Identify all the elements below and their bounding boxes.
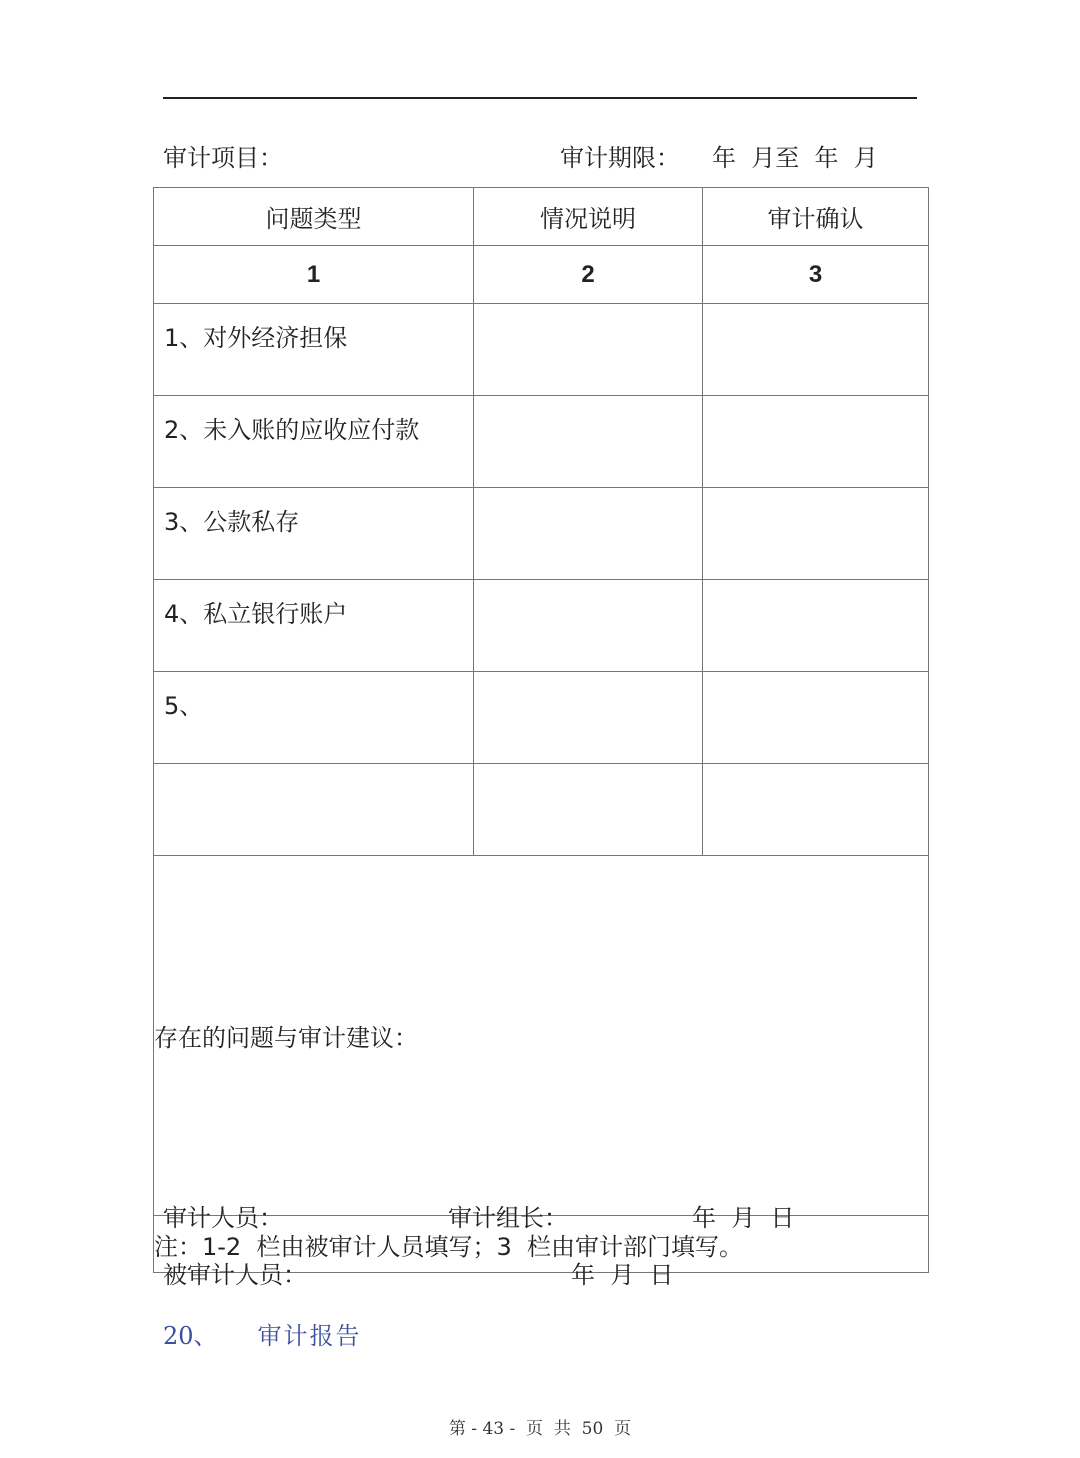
table-row bbox=[154, 580, 929, 672]
row-description-cell[interactable] bbox=[474, 396, 703, 488]
table-row bbox=[154, 304, 929, 396]
column-number-3: 3 bbox=[703, 246, 929, 304]
table-row bbox=[154, 764, 929, 856]
table-header-row bbox=[154, 188, 929, 246]
column-header-confirmation: 审计确认 bbox=[703, 188, 929, 246]
row-type-label[interactable] bbox=[154, 764, 474, 856]
audit-item-label: 审计项目： bbox=[163, 144, 283, 172]
header-rule bbox=[163, 97, 917, 99]
row-type-label: 1、对外经济担保 bbox=[154, 304, 474, 396]
row-confirmation-cell[interactable] bbox=[703, 488, 929, 580]
audit-period-value: 年 月至 年 月 bbox=[712, 144, 878, 172]
table-note: 注：1-2 栏由被审计人员填写；3 栏由审计部门填写。 bbox=[154, 1216, 929, 1273]
audit-period-label: 审计期限： bbox=[560, 144, 680, 172]
row-confirmation-cell[interactable] bbox=[703, 672, 929, 764]
column-header-description: 情况说明 bbox=[474, 188, 703, 246]
table-row bbox=[154, 488, 929, 580]
issues-row bbox=[154, 856, 929, 1216]
signature-date: 年 月 日 bbox=[692, 1204, 795, 1232]
auditee-date: 年 月 日 bbox=[571, 1261, 674, 1289]
section-heading bbox=[163, 1316, 362, 1351]
table-row bbox=[154, 672, 929, 764]
row-type-label: 5、 bbox=[154, 672, 474, 764]
row-type-label: 4、私立银行账户 bbox=[154, 580, 474, 672]
team-leader-label: 审计组长： bbox=[448, 1204, 568, 1232]
table-row bbox=[154, 396, 929, 488]
column-number-2: 2 bbox=[474, 246, 703, 304]
row-confirmation-cell[interactable] bbox=[703, 764, 929, 856]
row-confirmation-cell[interactable] bbox=[703, 304, 929, 396]
section-title: 审计报告 bbox=[257, 1322, 362, 1350]
column-header-type: 问题类型 bbox=[154, 188, 474, 246]
row-description-cell[interactable] bbox=[474, 580, 703, 672]
issues-and-suggestions-cell[interactable]: 存在的问题与审计建议： bbox=[154, 856, 929, 1216]
row-confirmation-cell[interactable] bbox=[703, 580, 929, 672]
page-footer: 第 - 43 - 页 共 50 页 bbox=[448, 1419, 632, 1439]
column-number-1: 1 bbox=[154, 246, 474, 304]
row-type-label: 3、公款私存 bbox=[154, 488, 474, 580]
auditor-label: 审计人员： bbox=[163, 1204, 283, 1232]
row-type-label: 2、未入账的应收应付款 bbox=[154, 396, 474, 488]
row-description-cell[interactable] bbox=[474, 304, 703, 396]
audit-form-table bbox=[153, 187, 929, 1273]
row-confirmation-cell[interactable] bbox=[703, 396, 929, 488]
section-number: 20、 bbox=[163, 1322, 218, 1350]
row-description-cell[interactable] bbox=[474, 488, 703, 580]
auditee-label: 被审计人员： bbox=[163, 1261, 307, 1289]
column-number-row bbox=[154, 246, 929, 304]
row-description-cell[interactable] bbox=[474, 764, 703, 856]
row-description-cell[interactable] bbox=[474, 672, 703, 764]
